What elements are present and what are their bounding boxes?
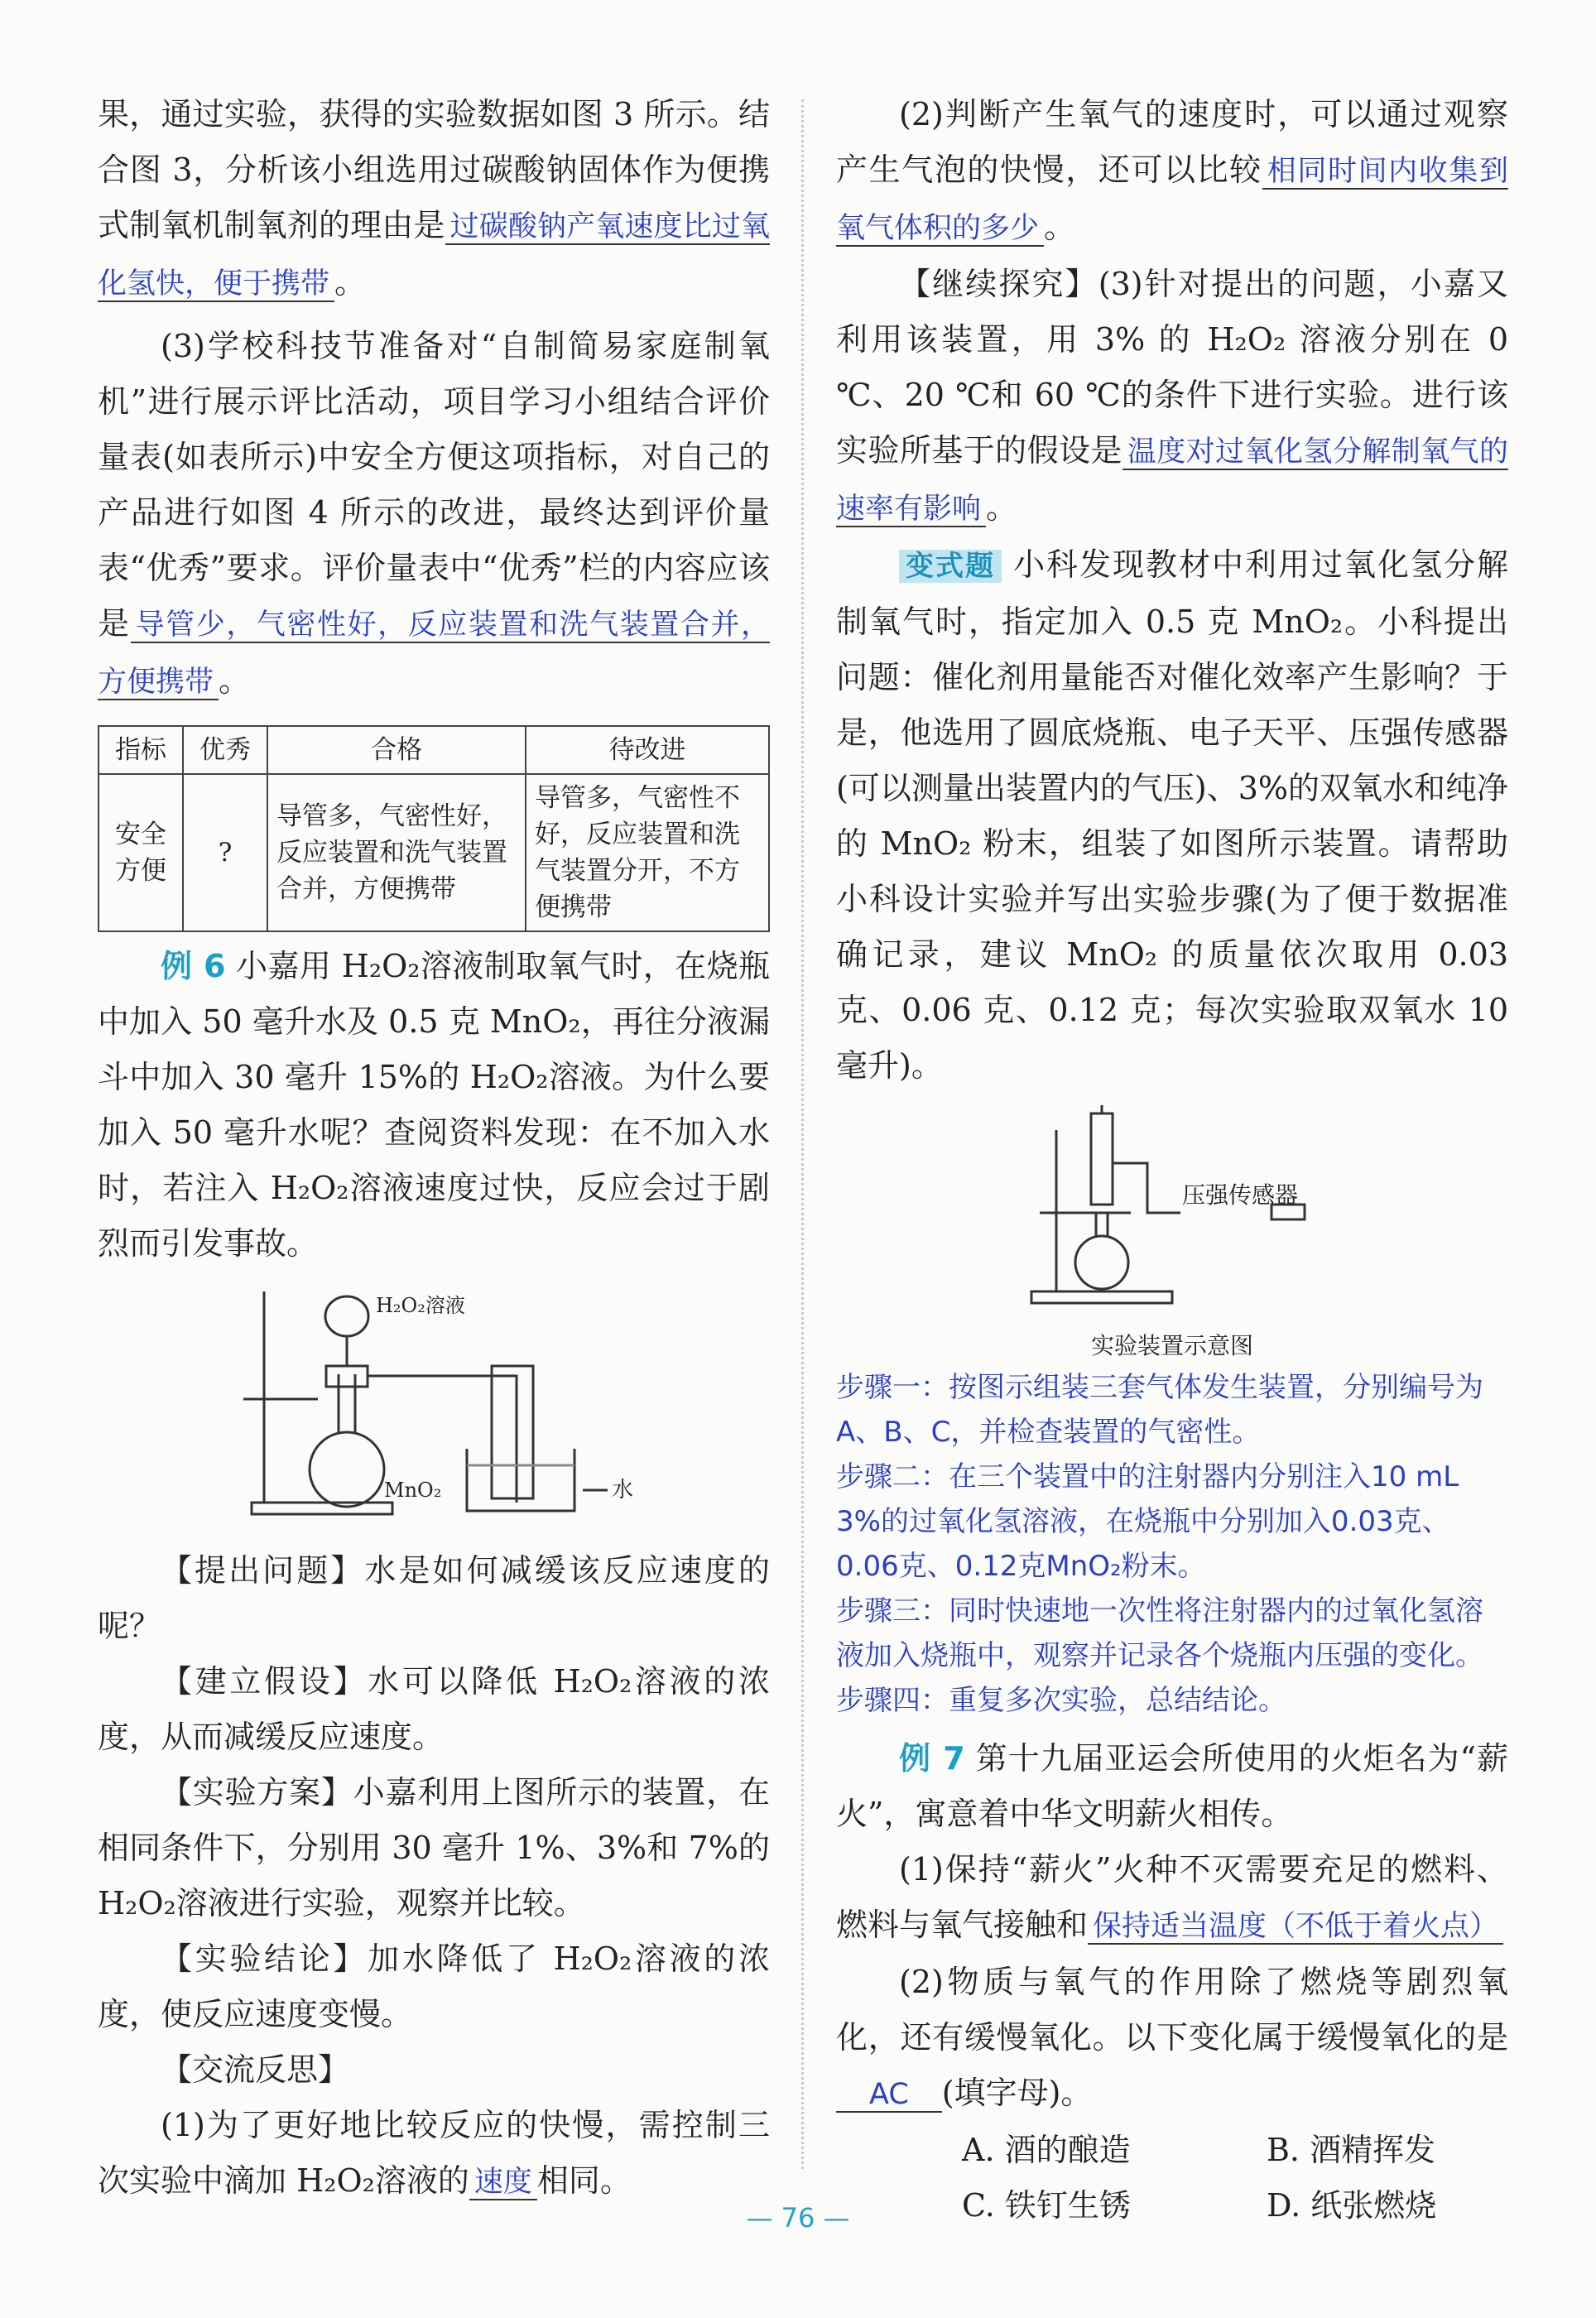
evaluation-table <box>98 725 770 932</box>
table-cell: ? <box>183 774 267 931</box>
paragraph: (2)判断产生氧气的速度时，可以通过观察产生气泡的快慢，还可以比较 相同时间内收集到氧气体积的多少 。 <box>836 96 1508 245</box>
label-h2o2: H₂O₂溶液 <box>376 1294 465 1317</box>
paragraph: (1)为了更好地比较反应的快慢，需控制三次实验中滴加 H₂O₂溶液的 速度 相同。 <box>98 2107 770 2199</box>
sensor-figure <box>1023 1105 1321 1359</box>
option-item: C. 铁钉生锈 <box>962 2187 1131 2224</box>
example-label: 例 7 <box>899 1740 965 1777</box>
paragraph: 【继续探究】(3)针对提出的问题，小嘉又利用该装置，用 3% 的 H₂O₂ 溶液分别在 0 ℃、20 ℃和 60 ℃的条件下进行实验。进行该实验所基于的假设是 温度对过氧化氢分解制氧气的速率有影响 。 <box>836 266 1508 526</box>
variant-label: 变式题 <box>899 550 1002 583</box>
paragraph: 【交流反思】 <box>161 2051 350 2088</box>
right-column <box>836 87 1508 2234</box>
option-item: A. 酒的酿造 <box>962 2132 1131 2168</box>
answer-text: 保持适当温度（不低于着火点） <box>1088 1910 1503 1945</box>
label-water: 水 <box>612 1478 634 1503</box>
answer-text: 温度对过氧化氢分解制氧气的速率有影响 <box>836 435 1508 526</box>
left-column <box>98 87 770 2210</box>
paragraph: (2)物质与氧气的作用除了燃烧等剧烈氧化，还有缓慢氧化。以下变化属于缓慢氧化的是AC (填字母)。 <box>836 1964 1508 2111</box>
answer-text: 过碳酸钠产氧速度比过氧化氢快，便于携带 <box>98 210 770 301</box>
paragraph: 例 6 小嘉用 H₂O₂溶液制取氧气时，在烧瓶中加入 50 毫升水及 0.5 克 MnO₂，再往分液漏斗中加入 30 毫升 15%的 H₂O₂溶液。为什么要加入 50 毫升水呢？查阅资料发现：在不加入水时，若注入 H₂O₂溶液速度过快，反应会过于剧烈而引发事故。 <box>98 948 770 1262</box>
paragraph: 【实验方案】小嘉利用上图所示的装置，在相同条件下，分别用 30 毫升 1%、3%和 7%的 H₂O₂溶液进行实验，观察并比较。 <box>98 1774 770 1921</box>
answer-text: AC <box>836 2078 942 2113</box>
answer-text: 导管少，气密性好，反应装置和洗气装置合并，方便携带 <box>98 608 770 699</box>
paragraph: 例 7 第十九届亚运会所使用的火炬名为“薪火”，寓意着中华文明薪火相传。 <box>836 1740 1508 1832</box>
step-item: 步骤四：重复多次实验，总结结论。 <box>836 1684 1286 1717</box>
table-header: 指标 <box>99 726 183 774</box>
table-cell: 导管多，气密性不好，反应装置和洗气装置分开，不方便携带 <box>526 774 769 931</box>
paragraph: (1)保持“薪火”火种不灭需要充足的燃料、燃料与氧气接触和 保持适当温度（不低于着火点） <box>836 1851 1508 1943</box>
paragraph: (3)学校科技节准备对“自制简易家庭制氧机”进行展示评比活动，项目学习小组结合评价量表(如表所示)中安全方便这项指标，对自己的产品进行如图 4 所示的改进，最终达到评价量表“优秀”要求。评价量表中“优秀”栏的内容应该是 导管少，气密性好，反应装置和洗气装置合并，方便携带 。 <box>98 328 770 699</box>
table-header: 优秀 <box>183 726 267 774</box>
label-mno2: MnO₂ <box>384 1479 442 1502</box>
paragraph: 【实验结论】加水降低了 H₂O₂溶液的浓度，使反应速度变慢。 <box>98 1940 770 2032</box>
table-header: 待改进 <box>526 726 769 774</box>
apparatus-diagram <box>219 1283 649 1532</box>
paragraph: 变式题 小科发现教材中利用过氧化氢分解制氧气时，指定加入 0.5 克 MnO₂。小科提出问题：催化剂用量能否对催化效率产生影响？于是，他选用了圆底烧瓶、电子天平、压强传感器(可以测量出装置内的气压)、3%的双氧水和纯净的 MnO₂ 粉末，组装了如图所示装置。请帮助小科设计实验并写出实验步骤(为了便于数据准确记录，建议 MnO₂ 的质量依次取用 0.03 克、0.06 克、0.12 克；每次实验取双氧水 10 毫升)。 <box>836 546 1508 1084</box>
step-item: 步骤一：按图示组装三套气体发生装置，分别编号为A、B、C，并检查装置的气密性。 <box>836 1371 1483 1449</box>
option-item: D. 纸张燃烧 <box>1267 2187 1437 2224</box>
paragraph: 【建立假设】水可以降低 H₂O₂溶液的浓度，从而减缓反应速度。 <box>98 1663 770 1755</box>
page-number: — 76 — <box>746 2202 850 2234</box>
paragraph: 【提出问题】水是如何减缓该反应速度的呢？ <box>98 1552 770 1644</box>
column-divider <box>801 99 804 2169</box>
answer-text: 相同时间内收集到氧气体积的多少 <box>836 155 1508 245</box>
table-cell: 导管多，气密性好，反应装置和洗气装置合并，方便携带 <box>267 774 526 931</box>
example-label: 例 6 <box>161 948 226 984</box>
step-item: 步骤二：在三个装置中的注射器内分别注入10 mL 3%的过氧化氢溶液，在烧瓶中分别加入0.03克、0.06克、0.12克MnO₂粉末。 <box>836 1460 1459 1583</box>
sensor-apparatus-diagram <box>1023 1105 1321 1312</box>
table-row <box>99 774 769 931</box>
table-cell: 安全方便 <box>99 774 183 931</box>
option-item: B. 酒精挥发 <box>1267 2132 1436 2168</box>
paragraph: 果，通过实验，获得的实验数据如图 3 所示。结合图 3，分析该小组选用过碳酸钠固体作为便携式制氧机制氧剂的理由是 过碳酸钠产氧速度比过氧化氢快，便于携带 。 <box>98 96 770 301</box>
figure-caption: 实验装置示意图 <box>1090 1332 1253 1359</box>
step-item: 步骤三：同时快速地一次性将注射器内的过氧化氢溶液加入烧瓶中，观察并记录各个烧瓶内压强的变化。 <box>836 1594 1483 1672</box>
answer-text: 速度 <box>469 2166 537 2200</box>
answer-steps <box>836 1365 1508 1723</box>
label-pressure-sensor: 压强传感器 <box>1182 1181 1299 1209</box>
table-header: 合格 <box>267 726 526 774</box>
apparatus-figure <box>219 1283 649 1532</box>
